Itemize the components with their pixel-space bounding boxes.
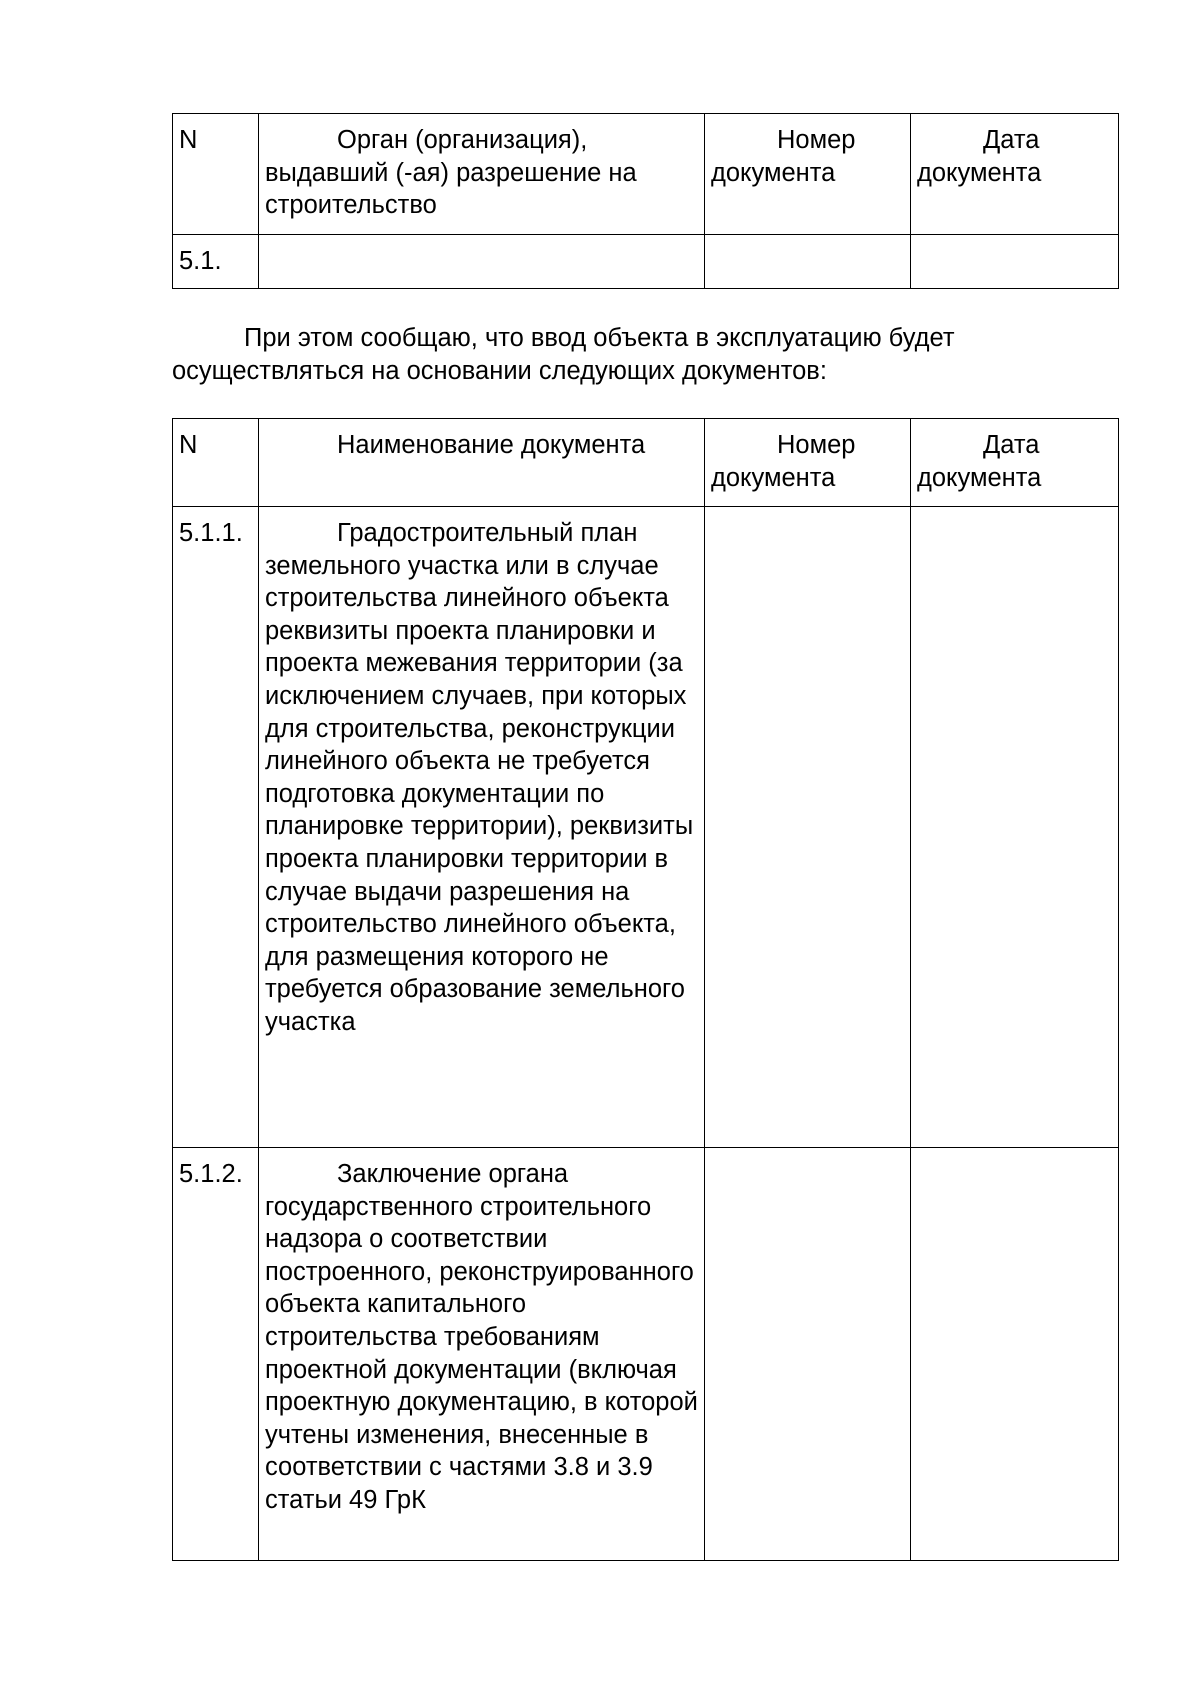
- documents-table: [172, 418, 1119, 1561]
- header-number-label: Номер документа: [711, 126, 856, 187]
- header-organ-label: Орган (организация), выдавший (-ая) разрешение на строительство: [265, 126, 637, 220]
- table-header-row: [173, 419, 1119, 507]
- header-date: [911, 419, 1119, 507]
- header-n: N: [173, 419, 259, 507]
- header-date: [911, 114, 1119, 235]
- header-number-label: Номер документа: [711, 431, 856, 492]
- intro-paragraph: [172, 322, 1118, 387]
- row-number-cell[interactable]: [705, 235, 911, 289]
- row-name-text: Заключение органа государственного строительного надзора о соответствии построенного, реконструированного объекта капитального строительства требованиям проектной документации (включая проектную документацию, в которой учтены изменения, внесенные в соответствии с частями 3.8 и 3.9 статьи 49 ГрК: [265, 1160, 698, 1514]
- row-date-cell[interactable]: [911, 235, 1119, 289]
- table-row: [173, 235, 1119, 289]
- table-row: [173, 1148, 1119, 1561]
- header-organ: [259, 114, 705, 235]
- row-name: [259, 1148, 705, 1561]
- row-n: 5.1.1.: [173, 507, 259, 1148]
- row-number-cell[interactable]: [705, 1148, 911, 1561]
- row-organ-cell[interactable]: [259, 235, 705, 289]
- intro-paragraph-text: При этом сообщаю, что ввод объекта в эксплуатацию будет осуществляться на основании следующих документов:: [172, 324, 955, 385]
- header-n: N: [173, 114, 259, 235]
- header-date-label: Дата документа: [917, 126, 1042, 187]
- table-header-row: [173, 114, 1119, 235]
- row-name-text: Градостроительный план земельного участка или в случае строительства линейного объекта реквизиты проекта планировки и проекта межевания территории (за исключением случаев, при которых для строительства, реконструкции линейного объекта не требуется подготовка документации по планировке территории), реквизиты проекта планировки территории в случае выдачи разрешения на строительство линейного объекта, для размещения которого не требуется образование земельного участка: [265, 519, 694, 1036]
- table-row: [173, 507, 1119, 1148]
- row-n: 5.1.: [173, 235, 259, 289]
- row-date-cell[interactable]: [911, 1148, 1119, 1561]
- header-number: [705, 419, 911, 507]
- header-number: [705, 114, 911, 235]
- header-name: [259, 419, 705, 507]
- permit-issuer-table: [172, 113, 1119, 289]
- header-name-label: Наименование документа: [337, 431, 646, 459]
- row-number-cell[interactable]: [705, 507, 911, 1148]
- row-n: 5.1.2.: [173, 1148, 259, 1561]
- header-date-label: Дата документа: [917, 431, 1042, 492]
- row-date-cell[interactable]: [911, 507, 1119, 1148]
- row-name: [259, 507, 705, 1148]
